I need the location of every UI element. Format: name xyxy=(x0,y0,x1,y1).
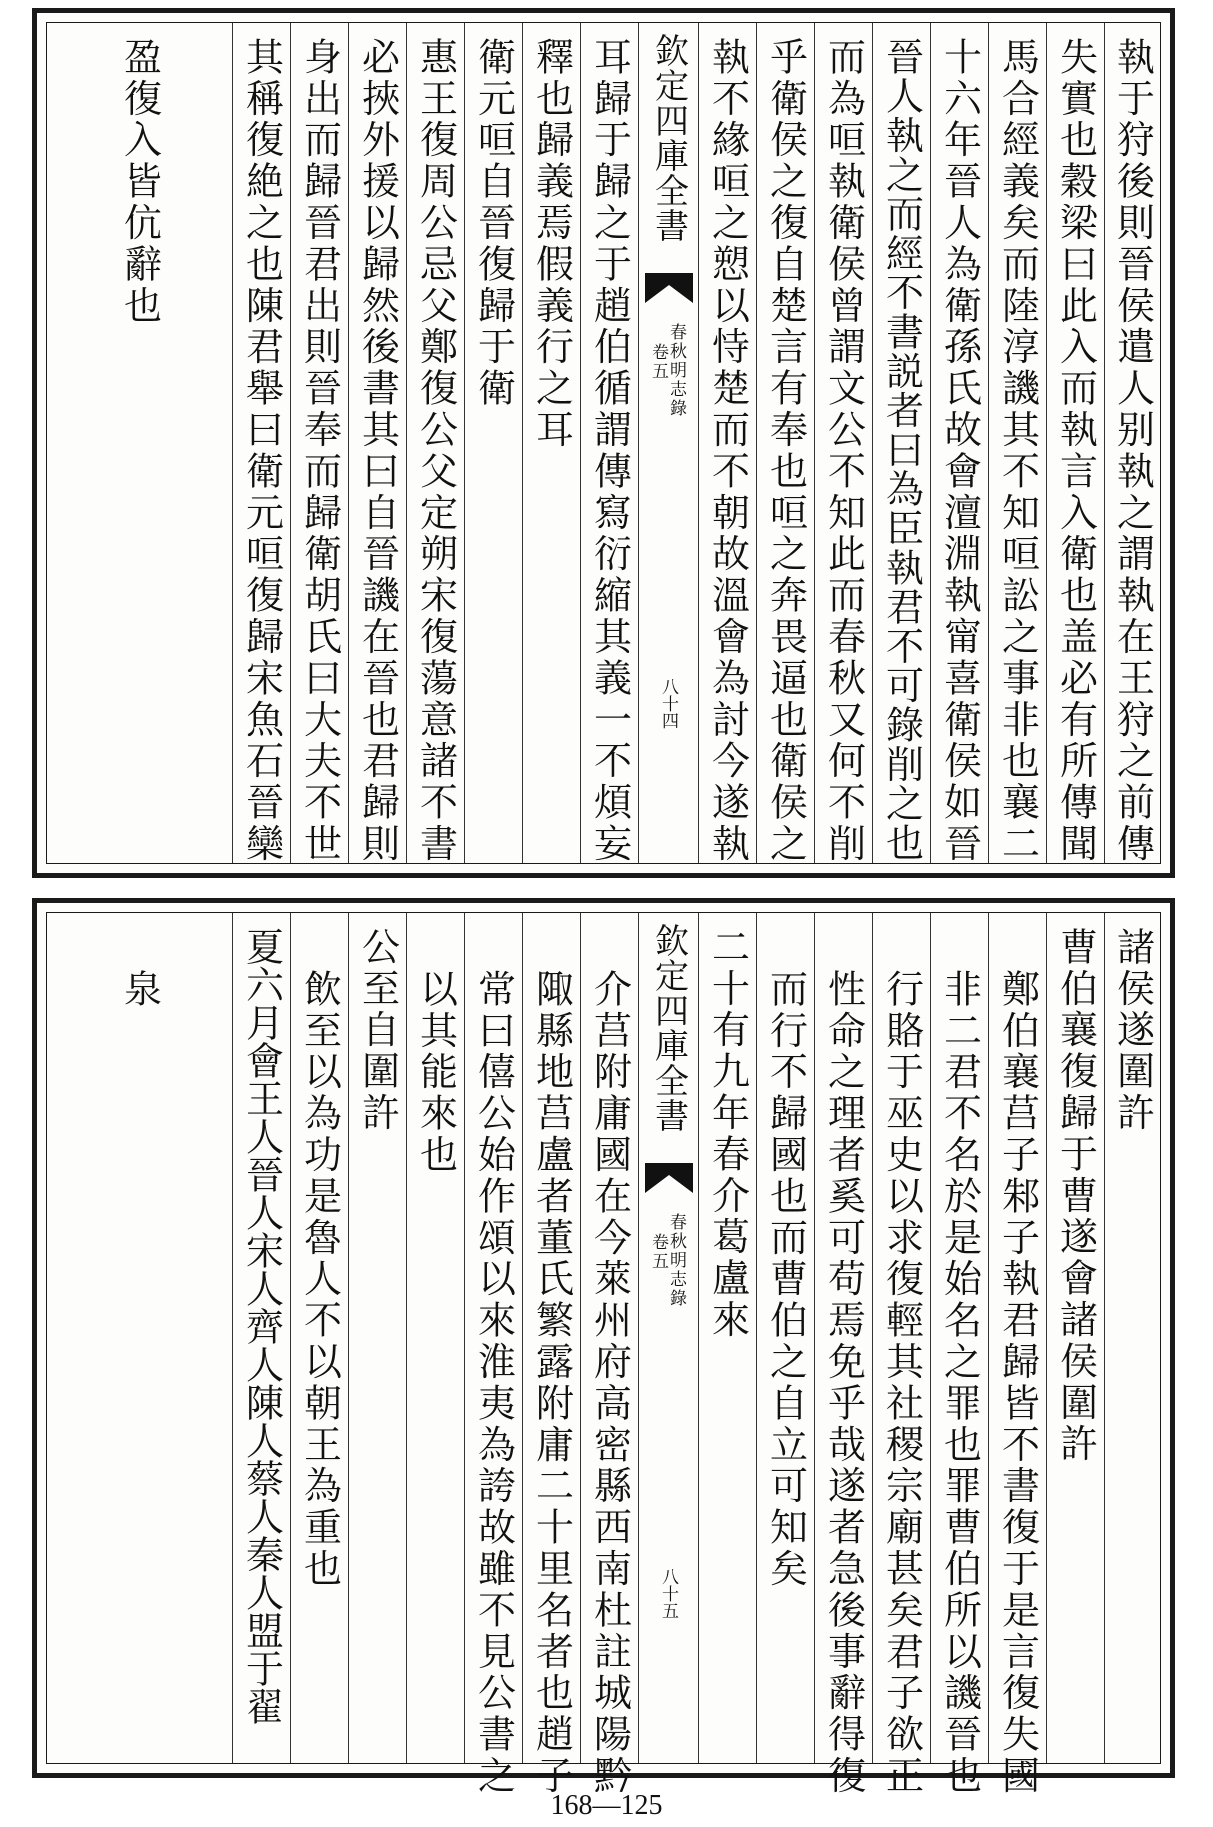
column-text: 執不緣咺之愬以恃楚而不朝故溫會為討今遂執 xyxy=(705,37,750,865)
text-column xyxy=(580,913,638,1797)
center-gutter xyxy=(638,913,698,1763)
top-page xyxy=(32,8,1175,878)
text-column xyxy=(872,23,930,863)
text-column xyxy=(1046,23,1104,863)
gutter-title: 欽定四庫全書 xyxy=(648,33,689,243)
text-column xyxy=(1104,23,1160,863)
column-text: 陬縣地莒盧者董氏繁露附庸二十里名者也趙子 xyxy=(529,969,574,1797)
text-column xyxy=(464,913,522,1797)
text-column xyxy=(698,23,756,863)
text-column xyxy=(930,23,988,863)
column-text: 乎衛侯之復自楚言有奉也咺之奔畏逼也衛侯之 xyxy=(763,37,808,865)
column-text: 鄭伯襄莒子邾子執君歸皆不書復于是言復失國 xyxy=(995,969,1040,1797)
column-text: 惠王復周公忌父鄭復公父定朔宋復蕩意諸不書 xyxy=(413,37,458,865)
column-text: 必挾外援以歸然後書其曰自晉譏在晉也君歸則 xyxy=(355,37,400,865)
text-column xyxy=(47,23,232,863)
column-text: 曹伯襄復歸于曹遂會諸侯圍許 xyxy=(1053,927,1098,1466)
column-text: 常曰僖公始作頌以來淮夷為誇故雖不見公書之 xyxy=(471,969,516,1797)
column-text: 飲至以為功是魯人不以朝王為重也 xyxy=(297,969,342,1590)
text-column xyxy=(232,23,290,863)
text-column xyxy=(522,913,580,1797)
column-text: 失實也穀梁曰此入而執言入衛也盖必有所傳聞 xyxy=(1053,37,1098,865)
column-text: 公至自圍許 xyxy=(355,927,400,1134)
gutter-volume: 卷五 xyxy=(648,343,668,381)
column-text: 耳歸于歸之于趙伯循謂傳寫衍縮其義一不煩妄 xyxy=(587,37,632,865)
column-text: 以其能來也 xyxy=(413,969,458,1176)
column-text: 而為咺執衛侯曾謂文公不知此而春秋又何不削 xyxy=(821,37,866,865)
column-text: 執于狩後則晉侯遣人别執之謂執在王狩之前傳 xyxy=(1110,37,1155,865)
text-column xyxy=(814,913,872,1797)
column-text: 二十有九年春介葛盧來 xyxy=(705,927,750,1341)
text-column xyxy=(756,913,814,1763)
text-column xyxy=(406,23,464,863)
column-text: 而行不歸國也而曹伯之自立可知矣 xyxy=(763,969,808,1590)
text-column xyxy=(872,913,930,1797)
text-column xyxy=(406,913,464,1763)
text-column xyxy=(930,913,988,1797)
gutter-volume: 卷五 xyxy=(648,1233,668,1271)
text-column xyxy=(522,23,580,863)
center-gutter xyxy=(638,23,698,863)
bottom-page xyxy=(32,898,1175,1797)
fish-tail-icon xyxy=(645,273,693,307)
text-column xyxy=(47,913,232,1763)
column-text: 非二君不名於是始名之罪也罪曹伯所以譏晉也 xyxy=(937,969,982,1797)
text-column xyxy=(290,913,348,1763)
column-text: 盈復入皆伉辭也 xyxy=(117,37,162,327)
column-text: 其稱復絶之也陳君舉曰衛元咺復歸宋魚石晉欒 xyxy=(239,37,284,865)
page-number-footer: 168—125 xyxy=(550,1790,663,1821)
text-column xyxy=(290,23,348,863)
column-text: 行賂于巫史以求復輕其社稷宗廟甚矣君子欲正 xyxy=(879,969,924,1797)
column-text: 十六年晉人為衛孫氏故會澶淵執甯喜衛侯如晉 xyxy=(937,37,982,865)
text-column xyxy=(348,913,406,1763)
gutter-book-title: 春秋明志錄 xyxy=(666,323,686,418)
column-text: 馬合經義矣而陸淳譏其不知咺訟之事非也襄二 xyxy=(995,37,1040,865)
gutter-folio-number: 八十五 xyxy=(658,1568,678,1619)
text-column xyxy=(698,913,756,1763)
text-column xyxy=(756,23,814,863)
text-column xyxy=(1104,913,1160,1763)
column-text: 晉人執之而經不書説者曰為臣執君不可錄削之也 xyxy=(879,37,924,863)
gutter-book-title: 春秋明志錄 xyxy=(666,1213,686,1308)
gutter-title: 欽定四庫全書 xyxy=(648,923,689,1133)
column-text: 諸侯遂圍許 xyxy=(1110,927,1155,1134)
column-text: 衛元咺自晉復歸于衛 xyxy=(471,37,516,410)
text-column xyxy=(580,23,638,863)
fish-tail-icon xyxy=(645,1163,693,1197)
text-column xyxy=(348,23,406,863)
column-text: 泉 xyxy=(117,969,162,1011)
text-column xyxy=(232,913,290,1763)
column-text: 介莒附庸國在今萊州府高密縣西南杜註城陽黔 xyxy=(587,969,632,1797)
text-column xyxy=(988,913,1046,1797)
text-column xyxy=(1046,913,1104,1763)
column-text: 身出而歸晉君出則晉奉而歸衛胡氏曰大夫不世 xyxy=(297,37,342,865)
column-text: 夏六月會王人晉人宋人齊人陳人蔡人秦人盟于翟 xyxy=(239,927,284,1725)
text-column xyxy=(988,23,1046,863)
column-text: 釋也歸義焉假義行之耳 xyxy=(529,37,574,451)
column-text: 性命之理者奚可苟焉免乎哉遂者急後事辭得復 xyxy=(821,969,866,1797)
text-column xyxy=(464,23,522,863)
gutter-folio-number: 八十四 xyxy=(658,678,678,729)
text-column xyxy=(814,23,872,863)
